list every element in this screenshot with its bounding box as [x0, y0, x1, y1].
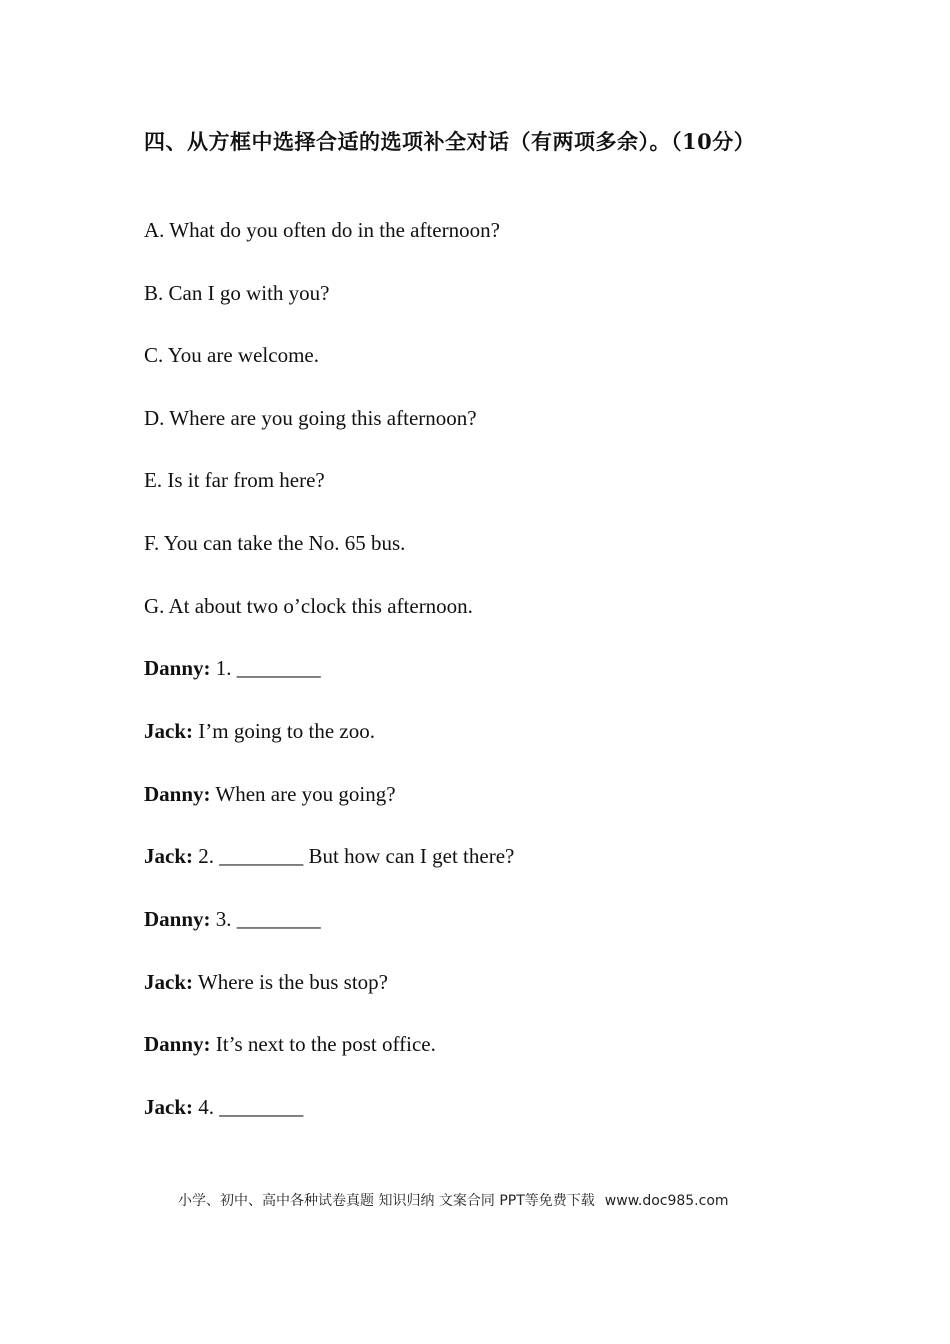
dialogue-text: 4. ________ — [193, 1095, 304, 1119]
dialogue-line — [144, 906, 321, 932]
speaker-label: Danny: — [144, 782, 211, 806]
option-g: G. At about two o’clock this afternoon. — [144, 594, 473, 618]
dialogue-line — [144, 969, 388, 995]
dialogue-text: Where is the bus stop? — [193, 970, 388, 994]
dialogue-text: 3. ________ — [210, 907, 321, 931]
dialogue-line — [144, 718, 375, 744]
dialogue-text: 1. ________ — [210, 656, 321, 680]
dialogue-text: I’m going to the zoo. — [193, 719, 375, 743]
option-b: B. Can I go with you? — [144, 281, 330, 305]
dialogue-line — [144, 655, 321, 681]
option-a: A. What do you often do in the afternoon? — [144, 218, 500, 242]
footer-link[interactable]: www.doc985.com — [604, 1193, 729, 1209]
section-heading: 四、从方框中选择合适的选项补全对话（有两项多余）。（10分） — [144, 129, 756, 154]
page-footer — [178, 1190, 729, 1210]
option-c: C. You are welcome. — [144, 343, 319, 367]
speaker-label: Danny: — [144, 656, 211, 680]
option-e: E. Is it far from here? — [144, 468, 325, 492]
speaker-label: Danny: — [144, 1032, 211, 1056]
speaker-label: Danny: — [144, 907, 211, 931]
dialogue-text: When are you going? — [210, 782, 396, 806]
speaker-label: Jack: — [144, 1095, 193, 1119]
footer-text: 小学、初中、高中各种试卷真题 知识归纳 文案合同 PPT等免费下载 — [178, 1193, 595, 1209]
option-f: F. You can take the No. 65 bus. — [144, 531, 406, 555]
speaker-label: Jack: — [144, 719, 193, 743]
dialogue-line — [144, 781, 396, 807]
speaker-label: Jack: — [144, 844, 193, 868]
dialogue-line — [144, 1094, 303, 1120]
dialogue-line — [144, 843, 514, 869]
dialogue-line — [144, 1031, 436, 1057]
dialogue-text: 2. ________ But how can I get there? — [193, 844, 515, 868]
dialogue-text: It’s next to the post office. — [210, 1032, 436, 1056]
speaker-label: Jack: — [144, 970, 193, 994]
option-d: D. Where are you going this afternoon? — [144, 406, 477, 430]
